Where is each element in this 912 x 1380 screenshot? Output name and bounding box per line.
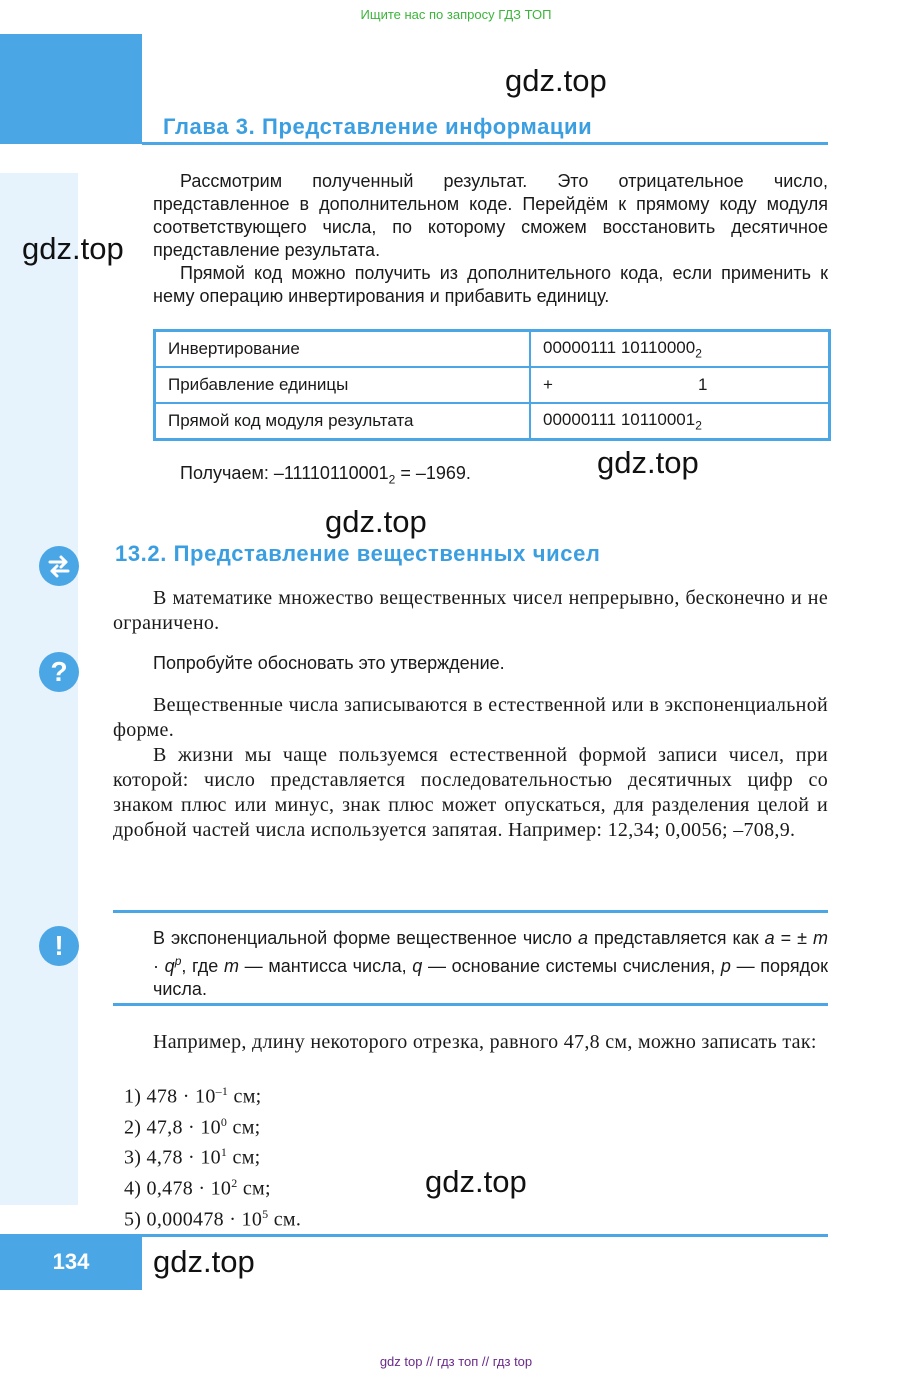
paragraph-example: Например, длину некоторого отрезка, равного 47,8 см, можно записать так: <box>153 1031 817 1053</box>
paragraph-real-set: В математике множество вещественных чисел непрерывно, бесконечно и не ограничено. <box>113 587 828 634</box>
definition-text: В экспоненциальной форме вещественное число a представляется как a = ± $m \cdot q^p$, где m — мантисса числа, q — основание системы счисления, p — порядок числа. <box>153 928 828 999</box>
paragraph-direct-code: Прямой код можно получить из дополнительного кода, если применить к нему операцию инвертирования и прибавить единицу. <box>153 263 828 306</box>
table-row <box>155 331 830 368</box>
list-item: 4) $0,478 \cdot 10^2$ см; <box>124 1175 271 1200</box>
watermark-gdz: gdz.top <box>22 231 124 266</box>
table-cell-value: 00000111 $10110001_2$ <box>530 403 830 440</box>
example-list <box>124 1079 301 1232</box>
paragraph-forms: Вещественные числа записываются в естественной или в экспоненциальной форме. <box>113 694 828 741</box>
code-table <box>153 329 831 441</box>
header-side-block <box>0 34 142 144</box>
paragraph-intro: Рассмотрим полученный результат. Это отрицательное число, представленное в дополнительном коде. Перейдём к прямому коду модуля соответствующего числа, по которому сможем восстановить десятичное представление результата. <box>153 171 828 260</box>
footer-rule <box>142 1234 828 1237</box>
question-text: Попробуйте обосновать это утверждение. <box>153 653 505 673</box>
table-cell-label: Прибавление единицы <box>155 367 531 403</box>
list-item: 5) $0,000478 \cdot 10^5$ см. <box>124 1206 302 1231</box>
top-watermark: Ищите нас по запросу ГДЗ ТОП <box>360 7 552 22</box>
watermark-gdz: gdz.top <box>597 445 699 480</box>
table-cell-label: Инвертирование <box>155 331 531 368</box>
table-cell-value: 00000111 $10110000_2$ <box>530 331 830 368</box>
table-row <box>155 367 830 403</box>
table-cell-value: + 1 <box>530 367 830 403</box>
question-icon: ? <box>39 652 79 692</box>
definition-rule-top <box>113 910 828 913</box>
exchange-arrows-icon <box>39 546 79 586</box>
table-row <box>155 403 830 440</box>
table-cell-label: Прямой код модуля результата <box>155 403 531 440</box>
paragraph-natural-form: В жизни мы чаще пользуемся естественной формой записи чисел, при которой: число представляется последовательностью десятичных цифр со знаком плюс или минус, знак плюс может опускаться, для разделения целой и дробной частей числа используется запятая. Например: 12,34; 0,0056; –708,9. <box>113 744 828 841</box>
page-number: 134 <box>0 1234 142 1290</box>
definition-rule-bottom <box>113 1003 828 1006</box>
header-rule <box>142 142 828 145</box>
bottom-watermark: gdz top // гдз топ // гдз top <box>379 1354 533 1369</box>
list-item: 3) $4,78 \cdot 10^1$ см; <box>124 1145 261 1169</box>
watermark-gdz: gdz.top <box>425 1164 527 1199</box>
watermark-gdz: gdz.top <box>505 63 607 98</box>
list-item: 1) $478 \cdot 10^{-1}$ см; <box>124 1084 262 1108</box>
list-item: 2) $47,8 \cdot 10^0$ см; <box>124 1114 261 1139</box>
chapter-title: Глава 3. Представление информации <box>163 114 593 139</box>
exclamation-icon: ! <box>39 926 79 966</box>
result-line: Получаем: $-11110110001_2 = -1969$. <box>180 463 471 487</box>
watermark-gdz: gdz.top <box>325 504 427 539</box>
watermark-gdz: gdz.top <box>153 1244 255 1279</box>
section-title: 13.2. Представление вещественных чисел <box>115 541 601 566</box>
